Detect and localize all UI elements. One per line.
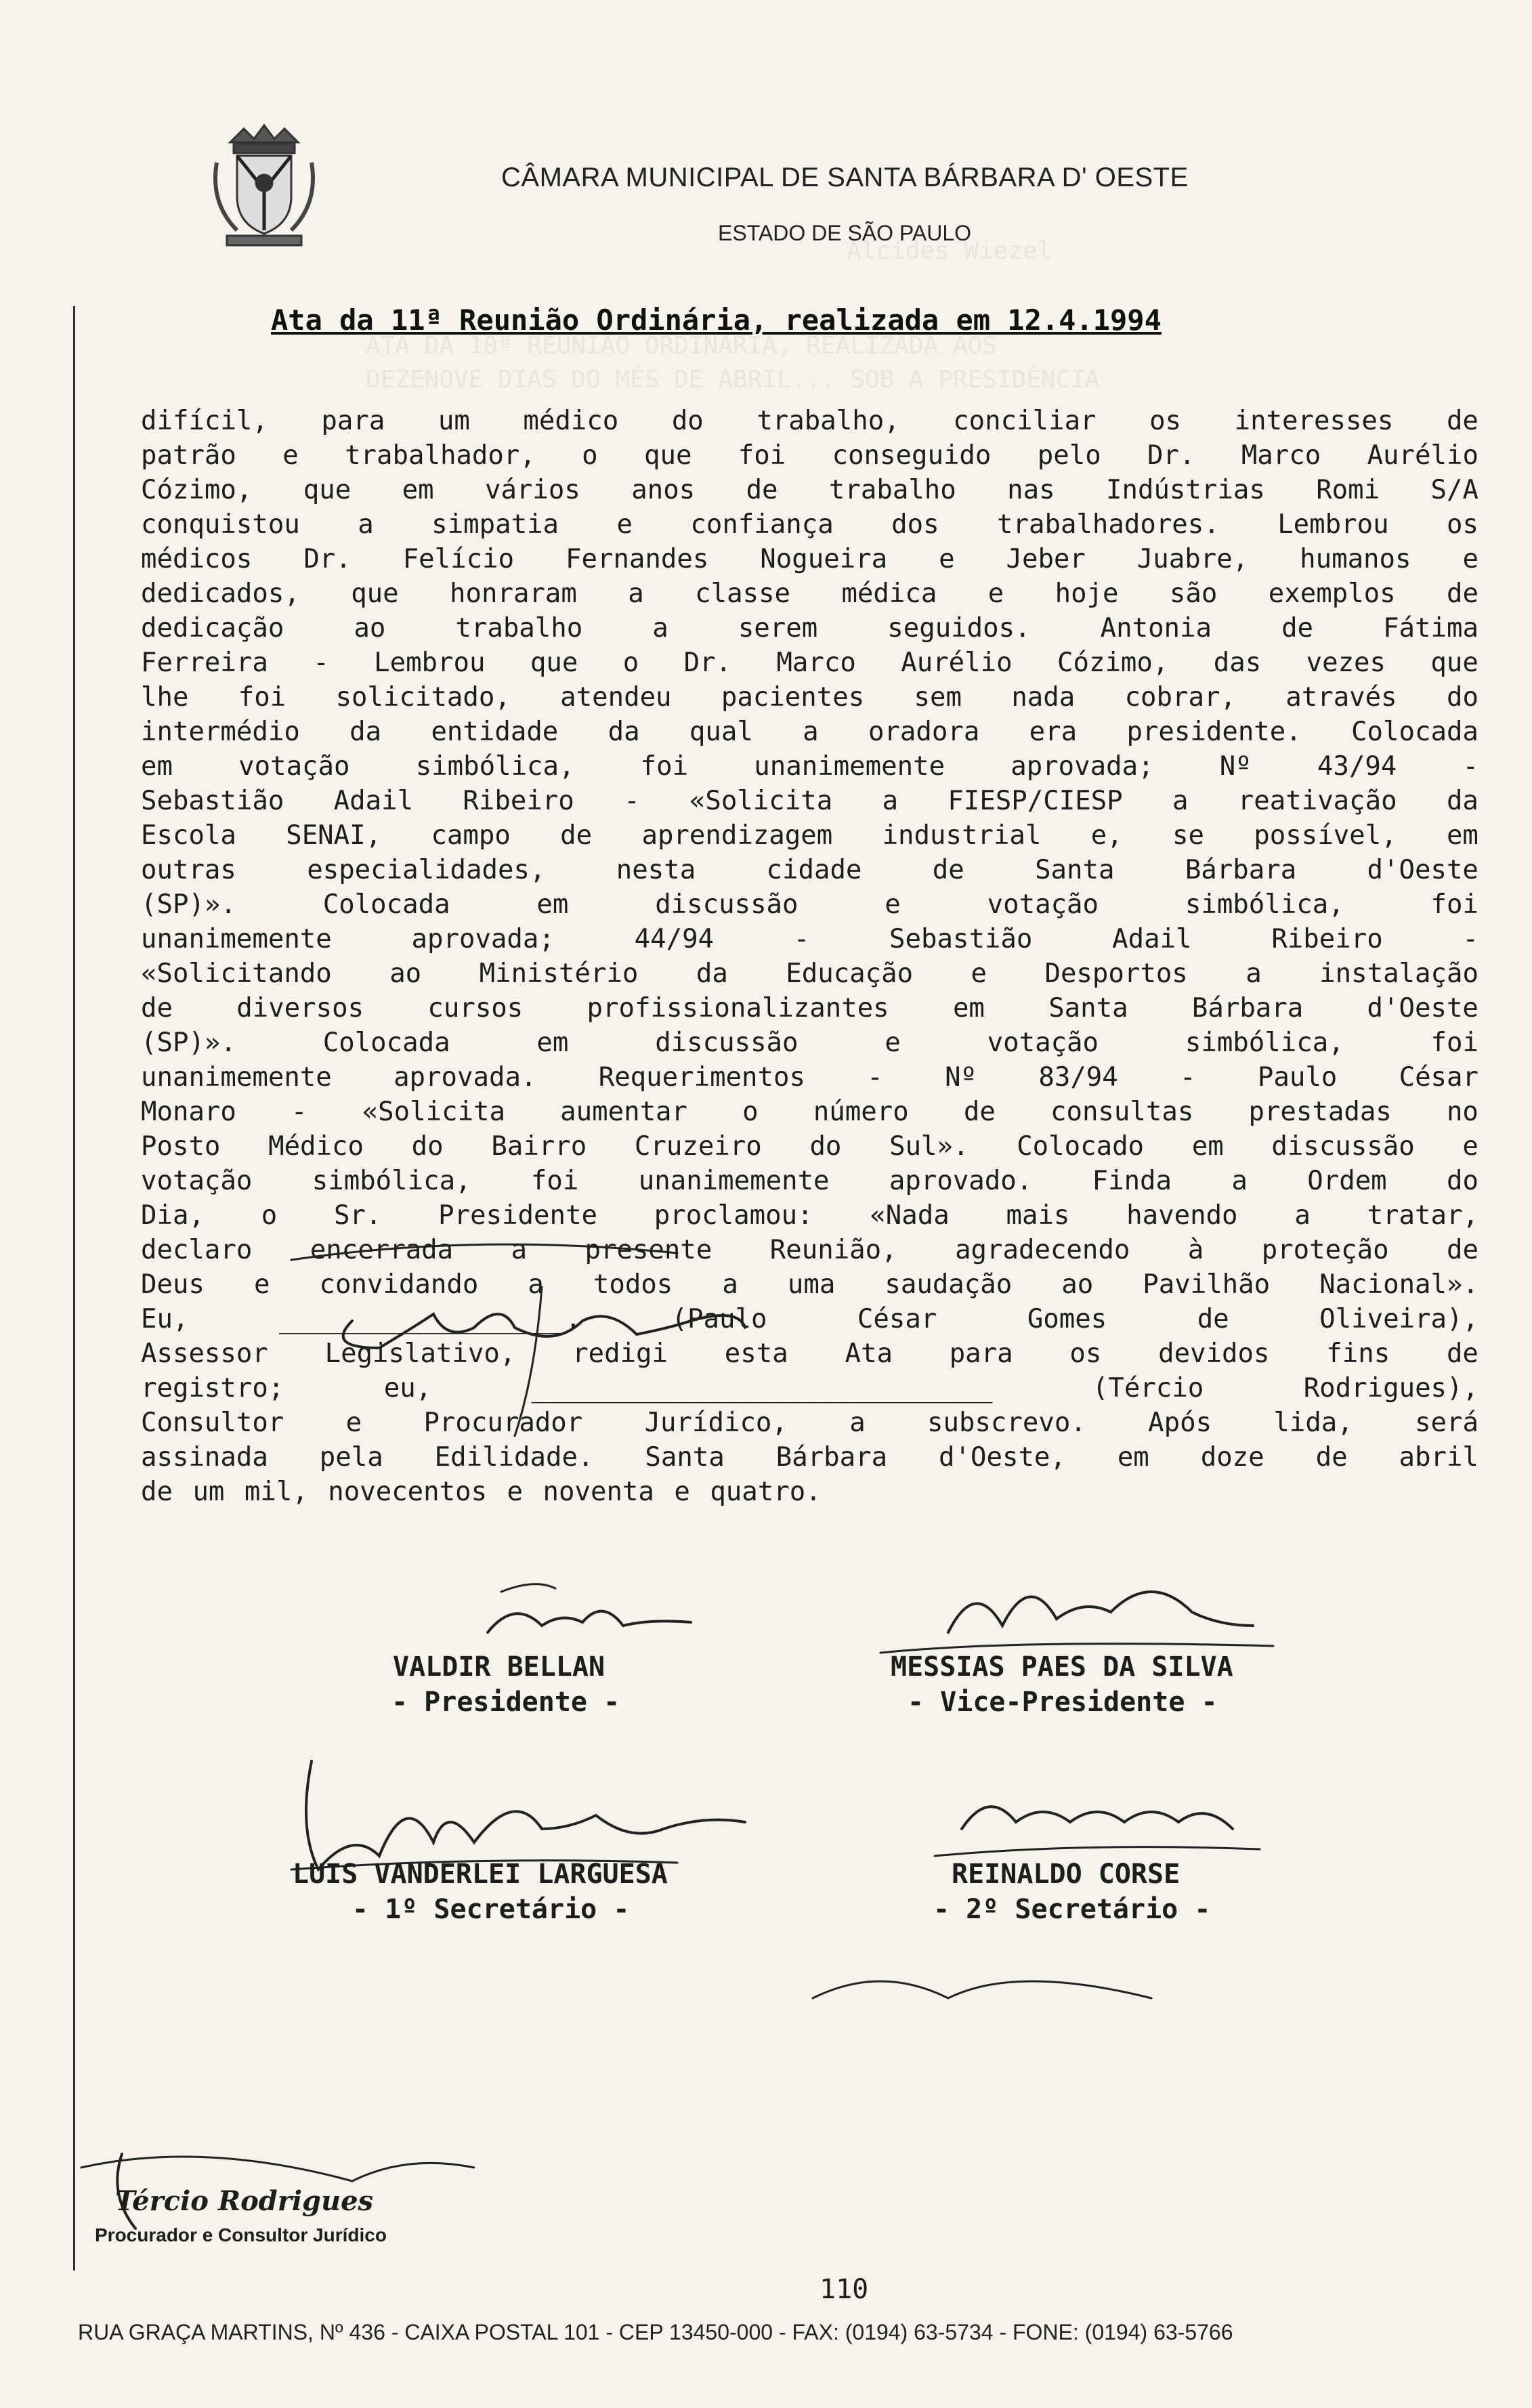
signatory-role-second-secretary: - 2º Secretário - [933, 1894, 1211, 1925]
page-number: 110 [820, 2274, 869, 2305]
body-line: dedicação ao trabalho a serem seguidos. Antonia de Fátima [141, 613, 1478, 643]
body-line: em votação simbólica, foi unanimemente aprovada; Nº 43/94 - [141, 751, 1478, 782]
signatory-role-president: - Presidente - [391, 1687, 620, 1718]
body-line: registro; eu, _____________________________ (Tércio Rodrigues), [141, 1373, 1478, 1403]
body-line: Escola SENAI, campo de aprendizagem industrial e, se possível, em [141, 820, 1478, 851]
body-line: dedicados, que honraram a classe médica e hoje são exemplos de [141, 578, 1478, 609]
body-line: unanimemente aprovada. Requerimentos - Nº 83/94 - Paulo César [141, 1062, 1478, 1093]
signatory-role-vice-president: - Vice-Presidente - [908, 1687, 1218, 1718]
signatory-name-president: VALDIR BELLAN [393, 1651, 605, 1683]
address-footer: RUA GRAÇA MARTINS, Nº 436 - CAIXA POSTAL 101 - CEP 13450-000 - FAX: (0194) 63-5734 - FONE: (0194) 63-5766 [78, 2320, 1233, 2344]
state-name: ESTADO DE SÃO PAULO [718, 221, 972, 245]
body-line: Ferreira - Lembrou que o Dr. Marco Aurélio Cózimo, das vezes que [141, 648, 1478, 678]
stamp-name: Tércio Rodrigues [115, 2185, 374, 2217]
body-line: declaro encerrada a presente Reunião, agradecendo à proteção de [141, 1235, 1478, 1265]
body-line: Sebastião Adail Ribeiro - «Solicita a FIESP/CIESP a reativação da [141, 786, 1478, 816]
body-line: Monaro - «Solicita aumentar o número de consultas prestadas no [141, 1097, 1478, 1127]
legal-counsel-stamp [95, 2180, 447, 2247]
body-line: assinada pela Edilidade. Santa Bárbara d'Oeste, em doze de abril [141, 1442, 1478, 1473]
stamp-role: Procurador e Consultor Jurídico [95, 2224, 387, 2245]
show-through-text: ATA DA 10ª REUNIÃO ORDINÁRIA, REALIZADA AOS [366, 332, 997, 360]
body-line: Consultor e Procurador Jurídico, a subscrevo. Após lida, será [141, 1408, 1478, 1438]
body-line: médicos Dr. Felício Fernandes Nogueira e Jeber Juabre, humanos e [141, 544, 1478, 574]
institution-name: CÂMARA MUNICIPAL DE SANTA BÁRBARA D' OESTE [501, 163, 1189, 192]
body-line: (SP)». Colocada em discussão e votação simbólica, foi [141, 889, 1478, 920]
body-line: unanimemente aprovada; 44/94 - Sebastião Adail Ribeiro - [141, 924, 1478, 954]
signatory-name-first-secretary: LUIS VANDERLEI LARGUESA [293, 1859, 668, 1890]
body-line: de diversos cursos profissionalizantes em Santa Bárbara d'Oeste [141, 993, 1478, 1023]
signatory-name-second-secretary: REINALDO CORSE [952, 1859, 1180, 1890]
body-line: Cózimo, que em vários anos de trabalho nas Indústrias Romi S/A [141, 475, 1478, 505]
signatory-role-first-secretary: - 1º Secretário - [352, 1894, 630, 1925]
body-line: Deus e convidando a todos a uma saudação ao Pavilhão Nacional». [141, 1269, 1478, 1300]
show-through-text: Alcides Wiezel [847, 237, 1052, 265]
body-line: lhe foi solicitado, atendeu pacientes sem nada cobrar, através do [141, 682, 1478, 713]
body-line: intermédio da entidade da qual a oradora era presidente. Colocada [141, 717, 1478, 747]
body-line: outras especialidades, nesta cidade de Santa Bárbara d'Oeste [141, 855, 1478, 885]
body-line: Posto Médico do Bairro Cruzeiro do Sul». Colocado em discussão e [141, 1131, 1478, 1162]
body-line: (SP)». Colocada em discussão e votação simbólica, foi [141, 1028, 1478, 1058]
body-line: Dia, o Sr. Presidente proclamou: «Nada mais havendo a tratar, [141, 1200, 1478, 1231]
signatory-name-vice-president: MESSIAS PAES DA SILVA [891, 1651, 1233, 1683]
body-line: de um mil, novecentos e noventa e quatro. [141, 1477, 822, 1507]
body-line: votação simbólica, foi unanimemente aprovado. Finda a Ordem do [141, 1166, 1478, 1196]
body-line: patrão e trabalhador, o que foi conseguido pelo Dr. Marco Aurélio [141, 440, 1478, 471]
show-through-text: DEZENOVE DIAS DO MÊS DE ABRIL... SOB A PRESIDÊNCIA [366, 366, 1100, 394]
body-line: difícil, para um médico do trabalho, conciliar os interesses de [141, 406, 1478, 436]
body-line: Assessor Legislativo, redigi esta Ata para os devidos fins de [141, 1338, 1478, 1369]
minutes-title: Ata da 11ª Reunião Ordinária, realizada em 12.4.1994 [271, 303, 1162, 337]
body-line: conquistou a simpatia e confiança dos trabalhadores. Lembrou os [141, 509, 1478, 540]
body-line: Eu, __________________. (Paulo César Gomes de Oliveira), [141, 1304, 1478, 1334]
body-line: «Solicitando ao Ministério da Educação e Desportos a instalação [141, 958, 1478, 989]
